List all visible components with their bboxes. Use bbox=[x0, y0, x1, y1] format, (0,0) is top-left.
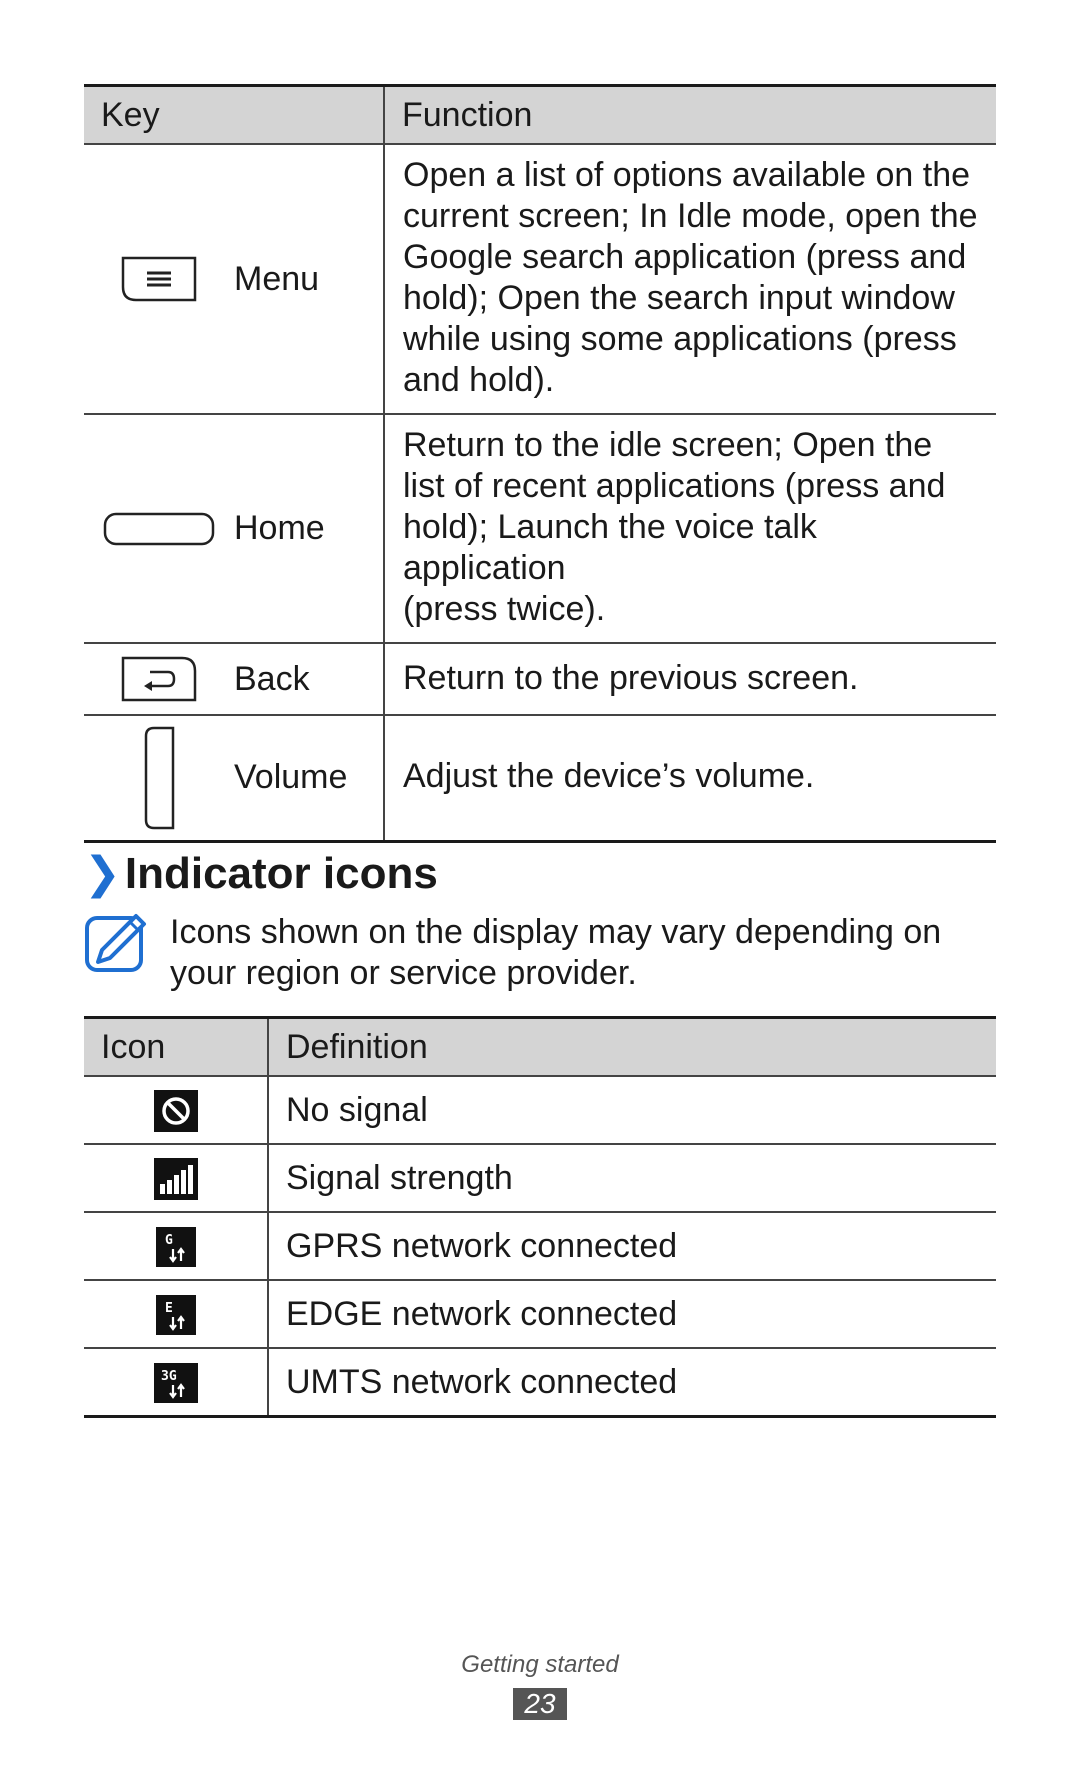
keys-table bbox=[84, 84, 996, 843]
definition-text: EDGE network connected bbox=[268, 1280, 996, 1348]
key-label-back: Back bbox=[234, 659, 310, 698]
gprs-icon bbox=[156, 1227, 196, 1267]
back-key-icon bbox=[120, 655, 198, 703]
header-icon: Icon bbox=[84, 1018, 268, 1077]
svg-text:G: G bbox=[164, 1233, 173, 1248]
header-definition: Definition bbox=[268, 1018, 996, 1077]
table-row-menu bbox=[84, 144, 996, 414]
definition-text: No signal bbox=[268, 1076, 996, 1144]
section-title bbox=[84, 848, 438, 899]
table-row bbox=[84, 1144, 996, 1212]
definition-text: UMTS network connected bbox=[268, 1348, 996, 1417]
function-back: Return to the previous screen. bbox=[384, 643, 996, 715]
table-row-back bbox=[84, 643, 996, 715]
key-label-home: Home bbox=[234, 509, 325, 547]
section-title-text: Indicator icons bbox=[124, 849, 438, 898]
table-row bbox=[84, 1348, 996, 1417]
menu-key-icon bbox=[120, 255, 198, 303]
svg-text:E: E bbox=[164, 1301, 173, 1316]
header-key: Key bbox=[84, 86, 384, 145]
key-label-volume: Volume bbox=[234, 758, 348, 797]
umts-icon bbox=[154, 1363, 198, 1403]
function-menu: Open a list of options available on the current screen; In Idle mode, open the Google search application (press and hold); Open the search input window while using some applications (press and hold). bbox=[384, 144, 996, 414]
chevron-right-icon: ❯ bbox=[84, 849, 121, 898]
table-row bbox=[84, 1280, 996, 1348]
no-signal-icon bbox=[154, 1090, 198, 1132]
edge-icon bbox=[156, 1295, 196, 1335]
table-row bbox=[84, 1212, 996, 1280]
icons-table-header bbox=[84, 1018, 996, 1077]
home-key-icon bbox=[103, 512, 215, 546]
function-home: Return to the idle screen; Open the list of recent applications (press and hold); Launch the voice talk application (press twice). bbox=[384, 414, 996, 643]
keys-table-header bbox=[84, 86, 996, 145]
indicator-icons-table bbox=[84, 1016, 996, 1418]
table-row-volume bbox=[84, 715, 996, 841]
footer-section-label: Getting started bbox=[461, 1651, 619, 1678]
key-label-menu: Menu bbox=[234, 259, 320, 298]
note-pencil-icon bbox=[84, 912, 148, 974]
volume-key-icon bbox=[142, 726, 176, 830]
header-function: Function bbox=[384, 86, 996, 145]
svg-text:3G: 3G bbox=[160, 1369, 177, 1384]
signal-strength-icon bbox=[154, 1158, 198, 1200]
definition-text: Signal strength bbox=[268, 1144, 996, 1212]
note-text: Icons shown on the display may vary depending on your region or service provider. bbox=[170, 913, 942, 992]
note bbox=[84, 912, 996, 994]
definition-text: GPRS network connected bbox=[268, 1212, 996, 1280]
table-row bbox=[84, 1076, 996, 1144]
page-number: 23 bbox=[513, 1688, 567, 1720]
function-volume: Adjust the device’s volume. bbox=[384, 715, 996, 841]
table-row-home bbox=[84, 414, 996, 643]
